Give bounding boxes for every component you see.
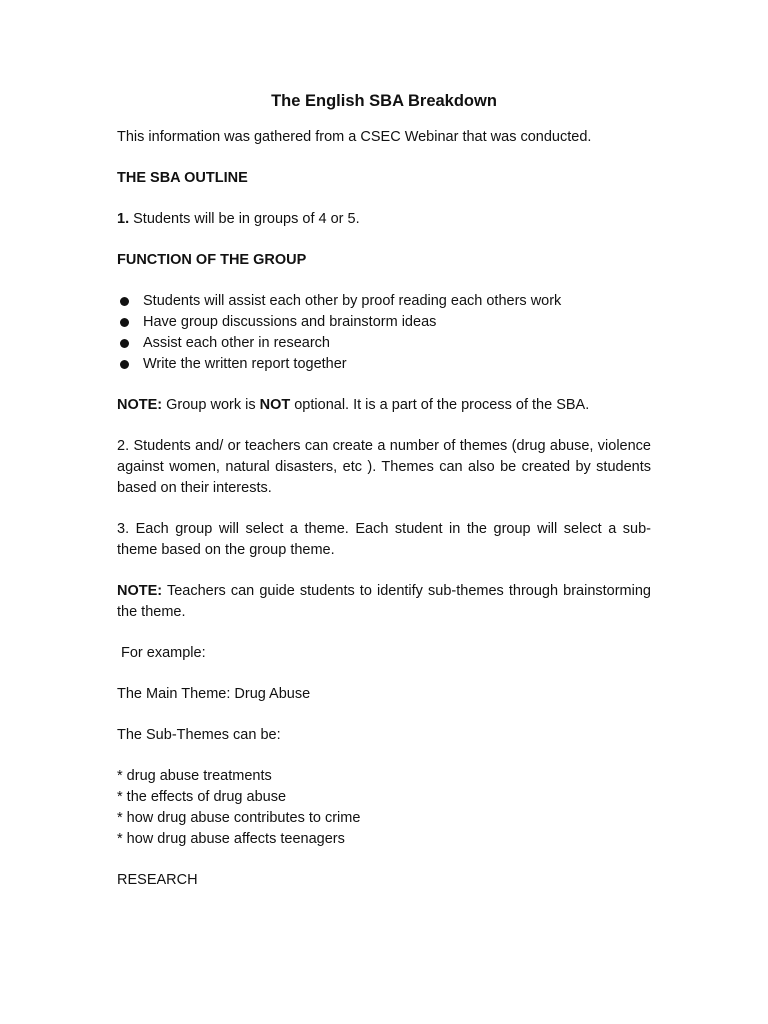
function-bullet-list <box>117 291 651 375</box>
main-theme: The Main Theme: Drug Abuse <box>117 686 311 702</box>
list-item <box>117 312 651 333</box>
note-1 <box>117 395 651 416</box>
subtheme-list <box>117 766 651 850</box>
subthemes-intro: The Sub-Themes can be: <box>117 727 281 743</box>
list-item-text: Assist each other in research <box>143 335 330 351</box>
list-item: * the effects of drug abuse <box>117 789 287 805</box>
list-item: * how drug abuse contributes to crime <box>117 810 361 826</box>
list-item-text: Students will assist each other by proof reading each others work <box>143 293 562 309</box>
note-1-label: NOTE: <box>117 397 163 413</box>
list-item-text: Write the written report together <box>143 356 347 372</box>
note-1-post: optional. It is a part of the process of the SBA. <box>290 397 590 413</box>
document-page <box>117 90 651 911</box>
note-1-emphasis: NOT <box>259 397 291 413</box>
point-1-text: Students will be in groups of 4 or 5. <box>129 211 360 227</box>
document-title: The English SBA Breakdown <box>271 92 497 110</box>
bullet-icon <box>120 360 129 369</box>
research-heading: RESEARCH <box>117 872 198 888</box>
bullet-icon <box>120 318 129 327</box>
point-1-number: 1. <box>117 211 130 227</box>
outline-heading: THE SBA OUTLINE <box>117 170 248 186</box>
point-3: 3. Each group will select a theme. Each student in the group will select a sub-theme based on the group theme. <box>117 521 651 558</box>
note-2 <box>117 581 651 623</box>
list-item <box>117 354 651 375</box>
list-item-text: Have group discussions and brainstorm ideas <box>143 314 437 330</box>
note-2-text: Teachers can guide students to identify sub-themes through brainstorming the theme. <box>117 583 651 620</box>
list-item: * drug abuse treatments <box>117 768 272 784</box>
function-heading: FUNCTION OF THE GROUP <box>117 252 307 268</box>
note-1-pre: Group work is <box>162 397 260 413</box>
point-2: 2. Students and/ or teachers can create a number of themes (drug abuse, violence against women, natural disasters, etc ). Themes can also be created by students based on their interests. <box>117 438 651 496</box>
example-intro: For example: <box>121 645 206 661</box>
bullet-icon <box>120 339 129 348</box>
note-2-label: NOTE: <box>117 583 163 599</box>
bullet-icon <box>120 297 129 306</box>
intro-paragraph: This information was gathered from a CSEC Webinar that was conducted. <box>117 129 592 145</box>
list-item: * how drug abuse affects teenagers <box>117 831 345 847</box>
list-item <box>117 333 651 354</box>
list-item <box>117 291 651 312</box>
point-1 <box>117 209 651 230</box>
